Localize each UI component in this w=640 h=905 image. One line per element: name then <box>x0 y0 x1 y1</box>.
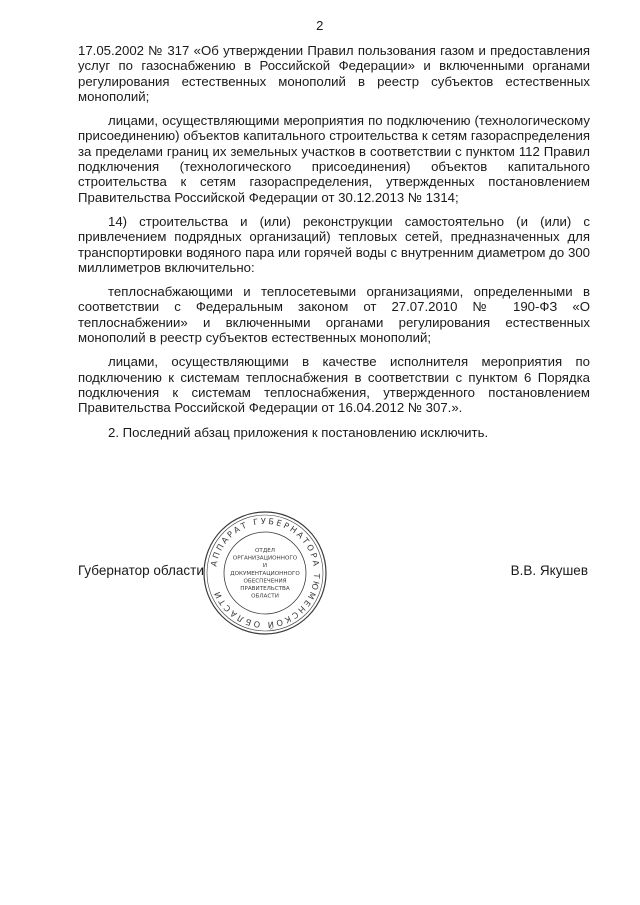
svg-text:ПРАВИТЕЛЬСТВА: ПРАВИТЕЛЬСТВА <box>240 586 290 592</box>
paragraph-heat-connection-persons: лицами, осуществляющими в качестве исполнителя мероприятия по подключению к системам теплоснабжения в соответствии с пунктом 6 Порядка подключения к системам теплоснабжения, утвержденного постановлением Правительства Российской Федерации от 16.04.2012 № 307.». <box>78 354 590 416</box>
svg-text:АППАРАТ ГУБЕРНАТОРА ТЮМЕНСКОЙ: АППАРАТ ГУБЕРНАТОРА ТЮМЕНСКОЙ ОБЛАСТИ <box>208 515 323 631</box>
paragraph-gas-connection-persons: лицами, осуществляющими мероприятия по подключению (технологическому присоединению) объектов капитального строительства к сетям газораспределения за пределами границ их земельных участков в соответствии с пунктом 112 Правил подключения (технологического присоединения) объектов капитального строительства к сетям газораспределения, утвержденных постановлением Правительства Российской Федерации от 30.12.2013 № 1314; <box>78 113 590 205</box>
paragraph-heat-organizations: теплоснабжающими и теплосетевыми организациями, определенными в соответствии с Федеральным законом от 27.07.2010 № 190-ФЗ «О теплоснабжении» и включенными органами регулирования естественных монополий в реестр субъектов естественных монополий; <box>78 284 590 346</box>
svg-text:ОТДЕЛ: ОТДЕЛ <box>255 548 275 554</box>
paragraph-heat-networks: 14) строительства и (или) реконструкции самостоятельно (и (или) с привлечением подрядных организаций) тепловых сетей, предназначенных для транспортировки водяного пара или горячей воды с внутренним диаметром до 300 миллиметров включительно: <box>78 213 590 275</box>
svg-text:ОРГАНИЗАЦИОННОГО: ОРГАНИЗАЦИОННОГО <box>232 555 298 562</box>
svg-text:И: И <box>262 563 268 570</box>
paragraph-exclusion-clause: 2. Последний абзац приложения к постановлению исключить. <box>108 424 489 440</box>
paragraph-gas-rules: 17.05.2002 № 317 «Об утверждении Правил пользования газом и предоставления услуг по газоснабжению в Российской Федерации» и включенными органами регулирования естественных монополий в реестр субъектов естественных монополий; <box>78 43 590 104</box>
signatory-name: В.В. Якушев <box>510 563 588 578</box>
document-body <box>78 43 590 449</box>
svg-text:ДОКУМЕНТАЦИОННОГО: ДОКУМЕНТАЦИОННОГО <box>230 570 300 577</box>
svg-text:ОБЛАСТИ: ОБЛАСТИ <box>251 593 279 600</box>
page-number: 2 <box>316 18 324 33</box>
signature-block <box>78 563 590 587</box>
signatory-position: Губернатор области <box>78 563 204 578</box>
svg-text:ОБЕСПЕЧЕНИЯ: ОБЕСПЕЧЕНИЯ <box>243 578 287 585</box>
